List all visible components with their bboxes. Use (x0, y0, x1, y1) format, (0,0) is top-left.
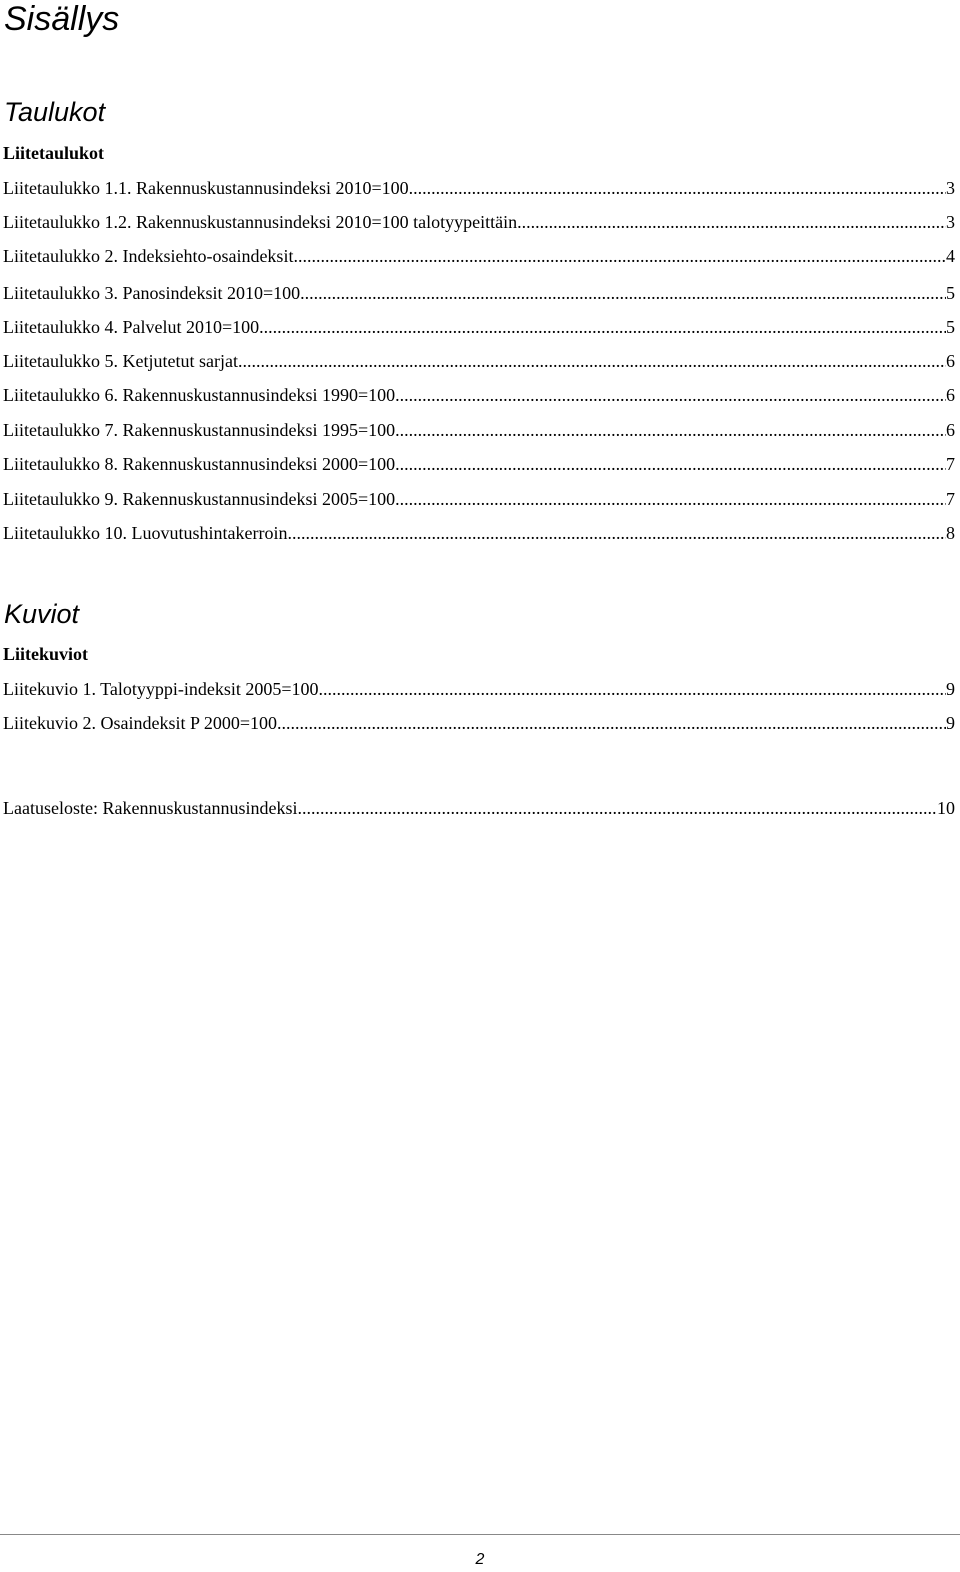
toc-entry-text: Liitetaulukko 10. Luovutushintakerroin (3, 523, 288, 543)
toc-entry[interactable] (3, 418, 955, 442)
toc-entry-text: Liitetaulukko 7. Rakennuskustannusindeksi 1995=100 (3, 420, 396, 440)
toc-entry-page: 6 (946, 420, 955, 440)
toc-entry-page: 5 (946, 283, 955, 303)
toc-entry-text: Liitetaulukko 2. Indeksiehto-osaindeksit (3, 246, 294, 266)
toc-entry-page: 8 (946, 523, 955, 543)
toc-entry-page: 9 (946, 679, 955, 699)
toc-entry-text: Liitetaulukko 3. Panosindeksit 2010=100 (3, 283, 301, 303)
subheading-liitekuviot: Liitekuviot (3, 644, 89, 664)
toc-entry[interactable] (3, 711, 955, 735)
dot-leader (517, 210, 946, 234)
subheading-liitetaulukot: Liitetaulukot (3, 143, 105, 163)
toc-entry-page: 7 (946, 454, 955, 474)
toc-entry-page: 9 (946, 713, 955, 733)
dot-leader (300, 281, 946, 305)
dot-leader (238, 349, 946, 373)
toc-entry[interactable] (3, 349, 955, 373)
toc-entry-page: 5 (946, 317, 955, 337)
section-heading-taulukot: Taulukot (4, 97, 106, 127)
toc-entry-page: 3 (946, 178, 955, 198)
toc-entry-page: 4 (946, 246, 955, 266)
toc-entry-quality-description[interactable] (3, 796, 955, 820)
toc-entry[interactable] (3, 176, 955, 200)
toc-entry[interactable] (3, 210, 955, 234)
dot-leader (277, 711, 946, 735)
toc-entry[interactable] (3, 487, 955, 511)
section-heading-kuviot: Kuviot (4, 599, 80, 629)
toc-entry-text: Liitetaulukko 8. Rakennuskustannusindeksi 2000=100 (3, 454, 396, 474)
dot-leader (287, 521, 946, 545)
toc-entry-page: 7 (946, 489, 955, 509)
dot-leader (409, 176, 946, 200)
page-title: Sisällys (4, 0, 120, 38)
toc-entry-text: Liitetaulukko 5. Ketjutetut sarjat (3, 351, 238, 371)
toc-entry[interactable] (3, 281, 955, 305)
toc-entry[interactable] (3, 452, 955, 476)
footer-divider (0, 1534, 960, 1535)
toc-entry-text: Liitetaulukko 1.2. Rakennuskustannusindeksi 2010=100 talotyypeittäin (3, 212, 518, 232)
toc-entry[interactable] (3, 315, 955, 339)
toc-entry-page: 6 (946, 385, 955, 405)
dot-leader (395, 418, 946, 442)
dot-leader (259, 315, 946, 339)
toc-entry[interactable] (3, 383, 955, 407)
toc-entry[interactable] (3, 677, 955, 701)
toc-entry[interactable] (3, 244, 955, 268)
toc-entry-page: 10 (937, 798, 955, 818)
toc-entry[interactable] (3, 521, 955, 545)
dot-leader (293, 244, 946, 268)
dot-leader (395, 383, 946, 407)
toc-entry-page: 6 (946, 351, 955, 371)
dot-leader (395, 487, 946, 511)
dot-leader (297, 796, 937, 820)
toc-entry-text: Liitekuvio 2. Osaindeksit P 2000=100 (3, 713, 277, 733)
toc-entry-text: Liitetaulukko 9. Rakennuskustannusindeksi 2005=100 (3, 489, 396, 509)
toc-entry-text: Liitetaulukko 6. Rakennuskustannusindeksi 1990=100 (3, 385, 396, 405)
dot-leader (395, 452, 946, 476)
dot-leader (319, 677, 946, 701)
toc-entry-text: Liitekuvio 1. Talotyyppi-indeksit 2005=100 (3, 679, 319, 699)
page-number: 2 (475, 1551, 485, 1568)
toc-entry-page: 3 (946, 212, 955, 232)
toc-entry-text: Liitetaulukko 1.1. Rakennuskustannusindeksi 2010=100 (3, 178, 409, 198)
toc-entry-text: Liitetaulukko 4. Palvelut 2010=100 (3, 317, 260, 337)
toc-entry-text: Laatuseloste: Rakennuskustannusindeksi (3, 798, 298, 818)
